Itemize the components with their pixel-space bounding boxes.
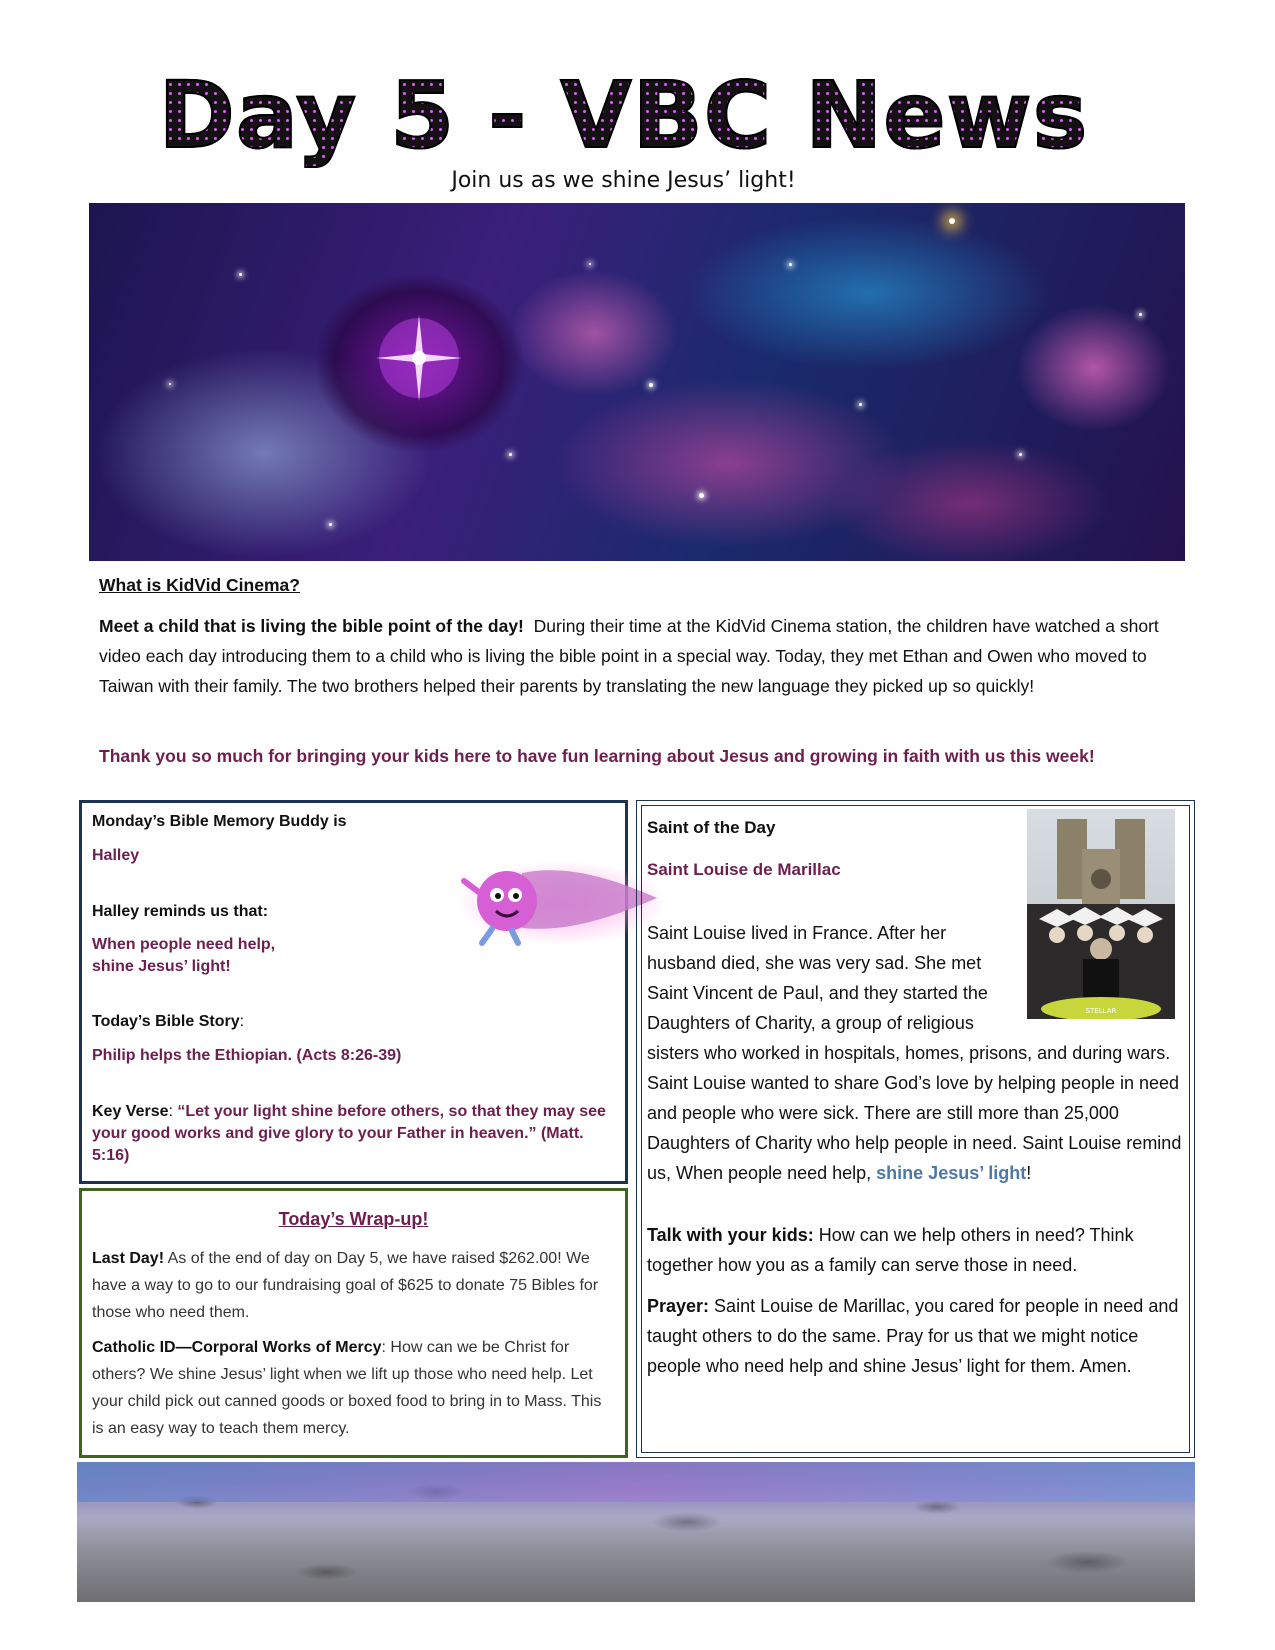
- kidvid-lead: Meet a child that is living the bible point of the day!: [99, 616, 524, 636]
- prayer-label: Prayer:: [647, 1296, 710, 1316]
- last-day-label: Last Day!: [92, 1250, 165, 1267]
- saint-story-rest: [647, 1038, 1187, 1188]
- thank-you-message: Thank you so much for bringing your kids here to have fun learning about Jesus and growing in faith with us this week!: [99, 746, 1095, 766]
- buddy-label: Monday’s Bible Memory Buddy is: [92, 813, 347, 830]
- kidvid-paragraph: [99, 611, 1159, 701]
- buddy-name: Halley: [92, 847, 140, 864]
- talk-with-kids: [647, 1220, 1187, 1280]
- cathedral-illustration-icon: [1027, 809, 1175, 1019]
- saint-story-text: sisters who worked in hospitals, homes, prisons, and during wars. Saint Louise wanted to share God’s love by helping people in need and people who were sick. There are still more than 25,000 Daughters of Charity who help people in need. Saint Louise remind us, When people need help,: [647, 1043, 1182, 1183]
- saint-story-line4: Daughters of Charity, a group of religious: [647, 1013, 974, 1033]
- last-day-text: As of the end of day on Day 5, we have raised $262.00! We have a way to go to our fundraising goal of $625 to donate 75 Bibles for those who need them.: [92, 1250, 599, 1321]
- catholic-id-label: Catholic ID—Corporal Works of Mercy: [92, 1339, 382, 1356]
- saint-story-line3: Saint Vincent de Paul, and they started the: [647, 983, 988, 1003]
- saint-story-highlight: shine Jesus’ light: [876, 1163, 1027, 1183]
- catholic-id-paragraph: [92, 1334, 612, 1442]
- saint-story-line2: husband died, she was very sad. She met: [647, 953, 982, 973]
- saint-heading: Saint of the Day: [647, 818, 776, 837]
- notre-dame-sisters-image: [1027, 809, 1175, 1019]
- moon-surface-image: [77, 1462, 1195, 1602]
- key-verse: [92, 1101, 612, 1167]
- reminds-line2: shine Jesus’ light!: [92, 958, 231, 975]
- story-label-text: Today’s Bible Story: [92, 1013, 240, 1030]
- reminds-label: Halley reminds us that:: [92, 903, 269, 920]
- bible-story: Philip helps the Ethiopian. (Acts 8:26-39): [92, 1047, 402, 1064]
- page-subtitle: Join us as we shine Jesus’ light!: [451, 168, 796, 193]
- star-flare-icon: [374, 313, 464, 403]
- stellar-logo-text: STELLAR: [1085, 1007, 1117, 1015]
- wrap-up-box: [79, 1188, 628, 1458]
- wrap-up-title: Today’s Wrap-up!: [278, 1209, 429, 1229]
- bible-story-label: [92, 1011, 244, 1033]
- prayer-text: Saint Louise de Marillac, you cared for people in need and taught others to do the same. Pray for us that we might notice people who need help and shine Jesus’ light for them. Amen.: [647, 1296, 1179, 1376]
- key-verse-label: Key Verse: [92, 1103, 169, 1120]
- saint-story-end: !: [1026, 1163, 1032, 1183]
- kidvid-body: During their time at the KidVid Cinema station, the children have watched a short video each day introducing them to a child who is living the bible point in a special way. Today, they met Ethan and Owen who moved to Taiwan with their family. The two brothers helped their parents by translating the new language they picked up so quickly!: [99, 616, 1159, 696]
- prayer: [647, 1291, 1187, 1381]
- kidvid-heading: What is KidVid Cinema?: [99, 575, 300, 595]
- story-label-colon: :: [239, 1013, 245, 1030]
- halley-comet-mascot-icon: [452, 843, 662, 953]
- page-title: Day 5 - VBC News: [0, 62, 1261, 169]
- talk-label: Talk with your kids:: [647, 1225, 814, 1245]
- saint-of-the-day-box: [636, 800, 1195, 1458]
- memory-buddy-box: [79, 800, 628, 1184]
- key-verse-text: “Let your light shine before others, so that they may see your good works and give glory to your Father in heaven.” (Matt. 5:16): [92, 1103, 606, 1164]
- talk-text: How can we help others in need? Think together how you as a family can serve those in need.: [647, 1225, 1134, 1275]
- galaxy-banner-image: [89, 203, 1185, 561]
- last-day-paragraph: [92, 1245, 612, 1326]
- catholic-id-text: : How can we be Christ for others? We shine Jesus’ light when we lift up those who need help. Let your child pick out canned goods or boxed food to bring in to Mass. This is an easy way to teach them mercy.: [92, 1339, 602, 1437]
- saint-story-line1: Saint Louise lived in France. After her: [647, 923, 947, 943]
- reminds-line1: When people need help,: [92, 936, 276, 953]
- saint-name: Saint Louise de Marillac: [647, 860, 841, 879]
- key-verse-colon: :: [168, 1103, 178, 1120]
